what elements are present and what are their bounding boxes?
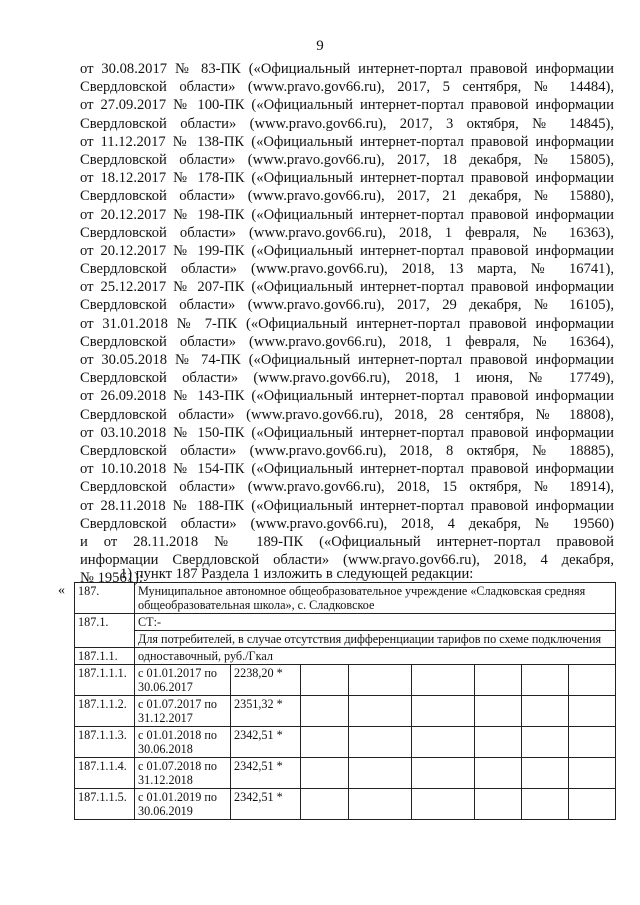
tariff-value: 2351,32 * <box>231 696 301 727</box>
table-row <box>75 614 616 631</box>
tariff-value: 2342,51 * <box>231 727 301 758</box>
empty-cell <box>475 789 522 820</box>
period-cell: с 01.07.2018 по 31.12.2018 <box>135 758 231 789</box>
empty-cell <box>349 758 412 789</box>
empty-cell <box>412 758 475 789</box>
paragraph-line: от 03.10.2018 № 150-ПК («Официальный интернет-портал правовой информации <box>80 424 614 441</box>
empty-cell <box>301 665 349 696</box>
organization-name: Муниципальное автономное общеобразовательное учреждение «Сладковская средняя общеобразовательная школа», с. Сладковское <box>135 583 616 614</box>
tariff-value: 2238,20 * <box>231 665 301 696</box>
empty-cell <box>569 727 616 758</box>
empty-cell <box>475 758 522 789</box>
paragraph-line: Свердловской области» (www.pravo.gov66.ru), 2018, 1 февраля, № 16363), <box>80 224 614 241</box>
empty-cell <box>349 727 412 758</box>
empty-cell <box>475 665 522 696</box>
paragraph-line: № 19561): <box>80 570 143 587</box>
amendments-paragraph <box>80 60 614 587</box>
paragraph-line: от 30.08.2017 № 83-ПК («Официальный интернет-портал правовой информации <box>80 61 614 77</box>
empty-cell <box>522 696 569 727</box>
paragraph-line: от 30.05.2018 № 74-ПК («Официальный интернет-портал правовой информации <box>80 352 614 368</box>
row-code: 187.1.1.1. <box>75 665 135 696</box>
empty-cell <box>301 758 349 789</box>
period-cell: с 01.01.2019 по 30.06.2019 <box>135 789 231 820</box>
empty-cell <box>412 665 475 696</box>
tariff-value: 2342,51 * <box>231 758 301 789</box>
empty-cell <box>412 696 475 727</box>
paragraph-line: Свердловской области» (www.pravo.gov66.ru), 2018, 13 марта, № 16741), <box>80 261 614 278</box>
empty-cell <box>522 665 569 696</box>
paragraph-line: от 25.12.2017 № 207-ПК («Официальный интернет-портал правовой информации <box>80 279 614 296</box>
table-row <box>75 758 616 789</box>
row-code: 187.1.1.3. <box>75 727 135 758</box>
period-cell: с 01.01.2017 по 30.06.2017 <box>135 665 231 696</box>
empty-cell <box>569 789 616 820</box>
paragraph-line: от 31.01.2018 № 7-ПК («Официальный интернет-портал правовой информации <box>80 315 614 332</box>
empty-cell <box>522 758 569 789</box>
empty-cell <box>412 789 475 820</box>
paragraph-line: Свердловской области» (www.pravo.gov66.ru), 2018, 28 сентября, № 18808), <box>80 406 614 423</box>
period-cell: с 01.01.2018 по 30.06.2018 <box>135 727 231 758</box>
row-code: 187.1.1. <box>75 648 135 665</box>
table-row <box>75 583 616 614</box>
empty-cell <box>349 696 412 727</box>
table-row <box>75 696 616 727</box>
paragraph-line: от 10.10.2018 № 154-ПК («Официальный интернет-портал правовой информации <box>80 461 614 478</box>
paragraph-line: Свердловской области» (www.pravo.gov66.ru), 2017, 5 сентября, № 14484), <box>80 79 614 96</box>
paragraph-line: от 28.11.2018 № 188-ПК («Официальный интернет-портал правовой информации <box>80 497 614 514</box>
row-code: 187.1.1.5. <box>75 789 135 820</box>
empty-cell <box>301 727 349 758</box>
empty-cell <box>522 727 569 758</box>
paragraph-line: от 18.12.2017 № 178-ПК («Официальный интернет-портал правовой информации <box>80 170 614 187</box>
tariff-value: 2342,51 * <box>231 789 301 820</box>
paragraph-line: от 11.12.2017 № 138-ПК («Официальный интернет-портал правовой информации <box>80 133 614 150</box>
paragraph-line: от 20.12.2017 № 198-ПК («Официальный интернет-портал правовой информации <box>80 206 614 223</box>
empty-cell <box>412 727 475 758</box>
paragraph-line: от 26.09.2018 № 143-ПК («Официальный интернет-портал правовой информации <box>80 388 614 405</box>
empty-cell <box>349 665 412 696</box>
empty-cell <box>349 789 412 820</box>
tariff-table <box>74 582 616 820</box>
paragraph-line: Свердловской области» (www.pravo.gov66.ru), 2018, 4 декабря, № 19560) <box>80 515 614 532</box>
opening-quote-mark: « <box>58 583 65 598</box>
empty-cell <box>301 789 349 820</box>
empty-cell <box>569 758 616 789</box>
paragraph-line: информации Свердловской области» (www.pravo.gov66.ru), 2018, 4 декабря, <box>80 552 614 569</box>
page-number: 9 <box>316 38 324 54</box>
paragraph-line: Свердловской области» (www.pravo.gov66.ru), 2017, 21 декабря, № 15880), <box>80 188 614 205</box>
paragraph-line: от 20.12.2017 № 199-ПК («Официальный интернет-портал правовой информации <box>80 242 614 259</box>
paragraph-line: Свердловской области» (www.pravo.gov66.ru), 2017, 29 декабря, № 16105), <box>80 297 614 314</box>
row-code: 187.1. <box>75 614 135 648</box>
table-row <box>75 631 616 648</box>
empty-cell <box>301 696 349 727</box>
empty-cell <box>475 727 522 758</box>
row-code: 187. <box>75 583 135 614</box>
tariff-type: СТ:- <box>135 614 616 631</box>
table-row <box>75 665 616 696</box>
paragraph-line: Свердловской области» (www.pravo.gov66.ru), 2018, 1 июня, № 17749), <box>80 370 614 387</box>
paragraph-line: Свердловской области» (www.pravo.gov66.ru), 2017, 3 октября, № 14845), <box>80 115 614 132</box>
consumers-note: Для потребителей, в случае отсутствия дифференциации тарифов по схеме подключения <box>135 631 616 648</box>
row-code: 187.1.1.4. <box>75 758 135 789</box>
table-row <box>75 648 616 665</box>
empty-cell <box>569 696 616 727</box>
row-code: 187.1.1.2. <box>75 696 135 727</box>
paragraph-line: от 27.09.2017 № 100-ПК («Официальный интернет-портал правовой информации <box>80 97 614 114</box>
paragraph-line: Свердловской области» (www.pravo.gov66.ru), 2018, 8 октября, № 18885), <box>80 442 614 459</box>
period-cell: с 01.07.2017 по 31.12.2017 <box>135 696 231 727</box>
empty-cell <box>522 789 569 820</box>
empty-cell <box>475 696 522 727</box>
instruction-text: 1) пункт 187 Раздела 1 изложить в следующей редакции: <box>120 566 474 582</box>
empty-cell <box>569 665 616 696</box>
paragraph-line: Свердловской области» (www.pravo.gov66.ru), 2018, 15 октября, № 18914), <box>80 479 614 496</box>
table-row <box>75 789 616 820</box>
paragraph-line: Свердловской области» (www.pravo.gov66.ru), 2018, 1 февраля, № 16364), <box>80 333 614 350</box>
paragraph-line: Свердловской области» (www.pravo.gov66.ru), 2017, 18 декабря, № 15805), <box>80 151 614 168</box>
rate-type: одноставочный, руб./Гкал <box>135 648 616 665</box>
paragraph-line: и от 28.11.2018 № 189-ПК («Официальный интернет-портал правовой <box>80 533 614 550</box>
table-row <box>75 727 616 758</box>
